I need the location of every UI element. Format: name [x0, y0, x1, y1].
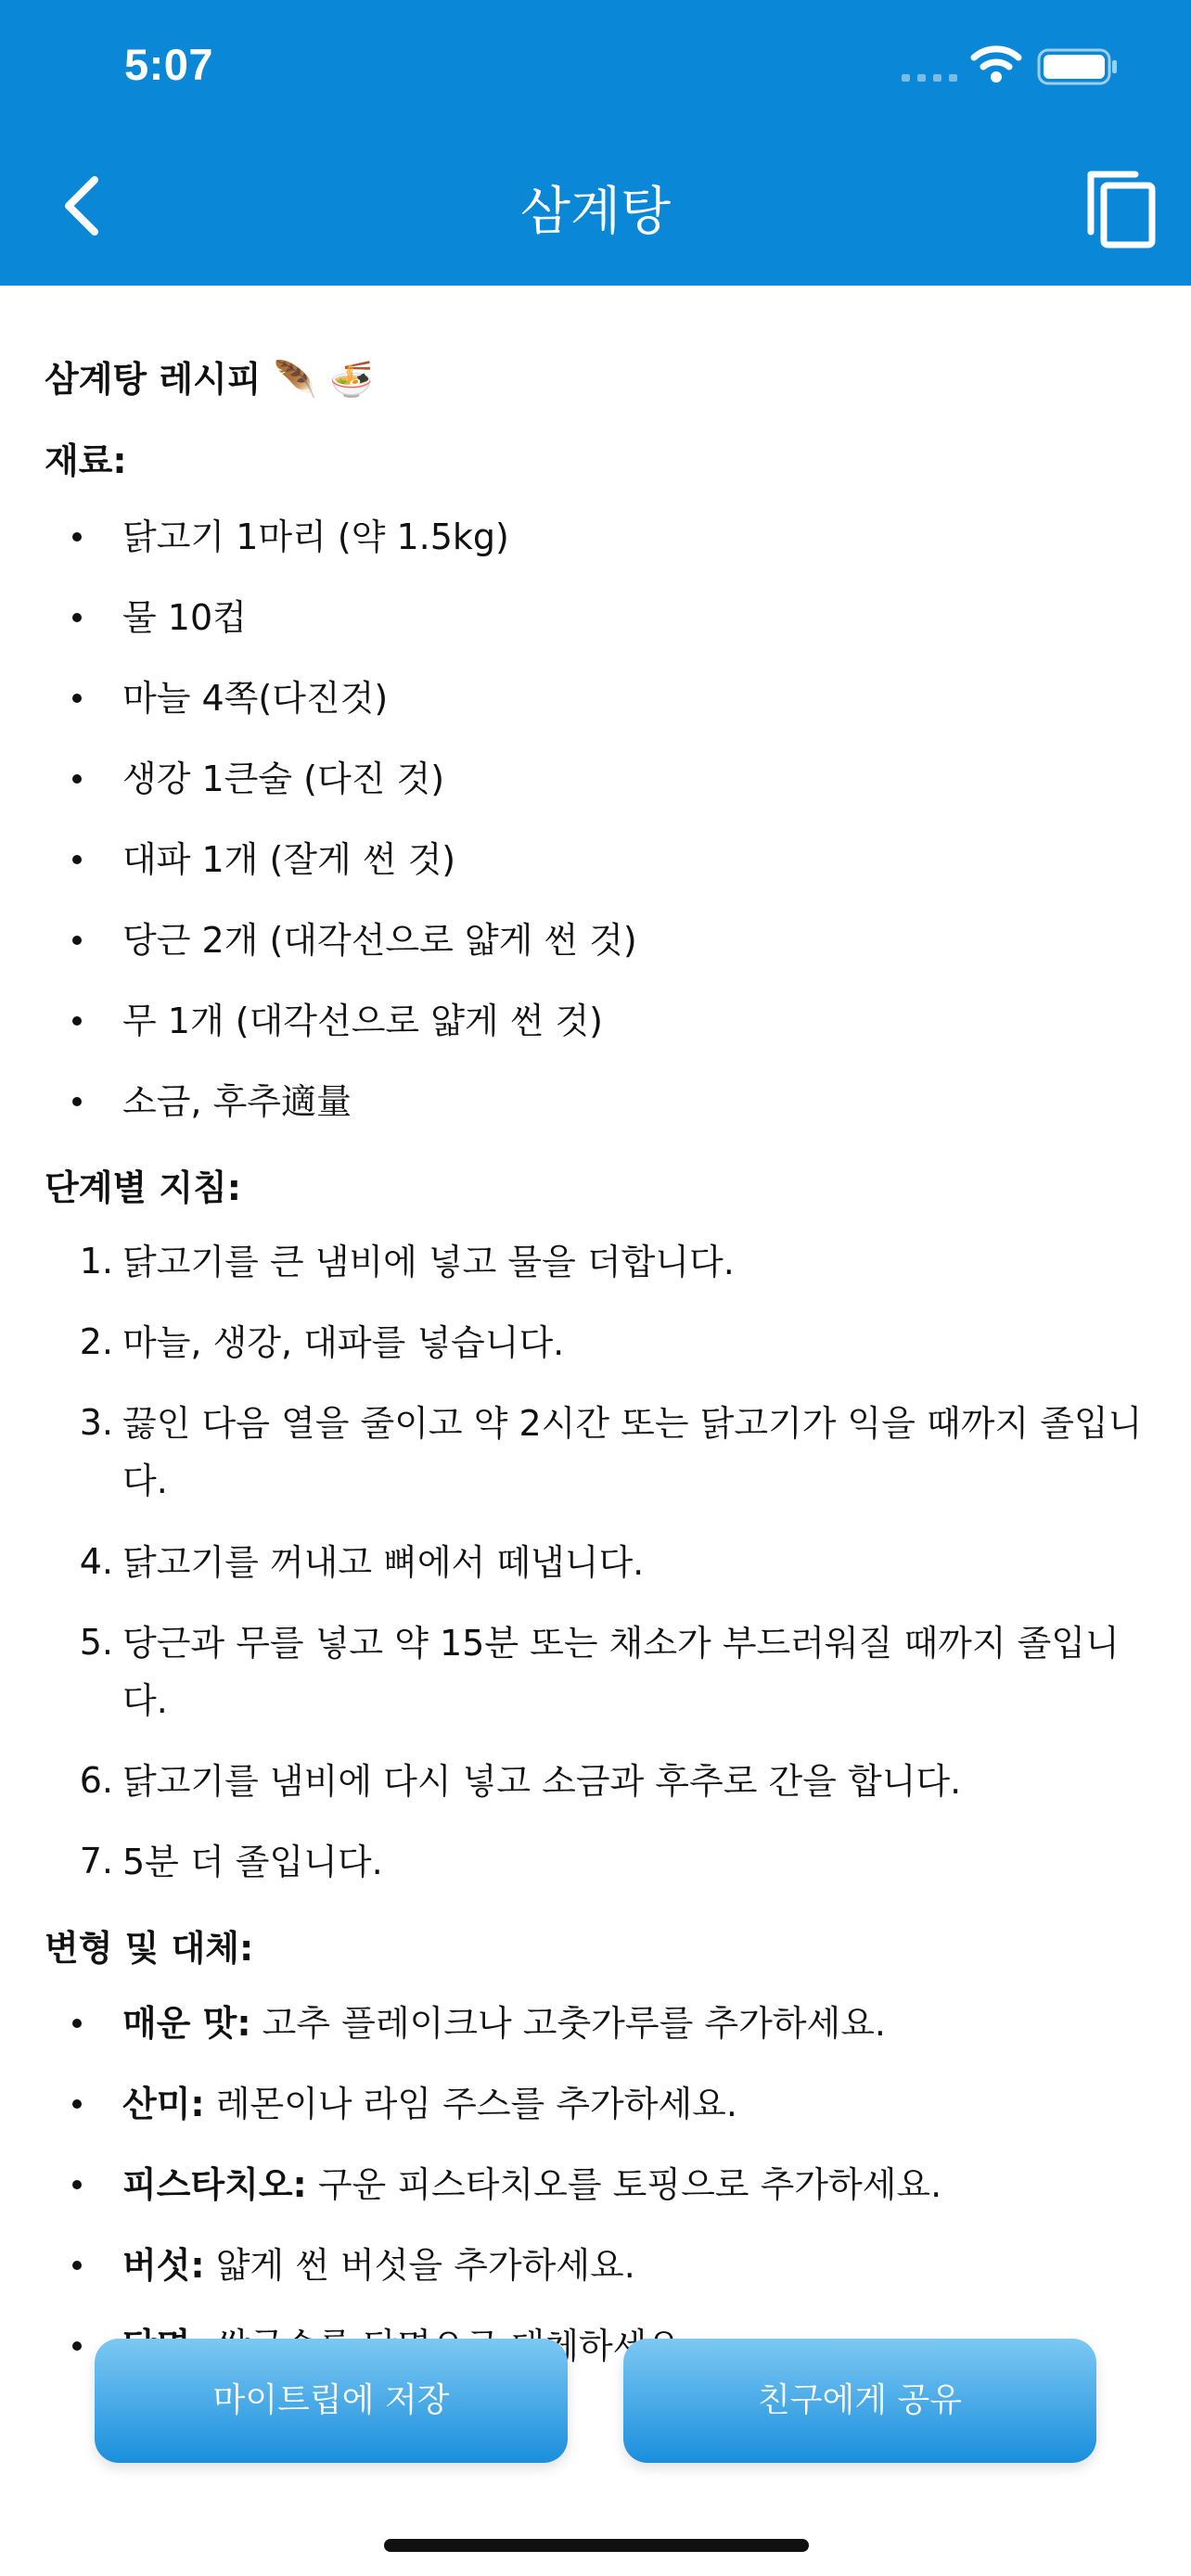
step-number: 4. [79, 1541, 113, 1582]
share-with-friend-button[interactable]: 친구에게 공유 [623, 2339, 1096, 2463]
battery-icon [1037, 48, 1119, 85]
wifi-icon [970, 43, 1022, 83]
bullet [72, 855, 82, 864]
nav-header [0, 0, 1191, 286]
home-indicator[interactable] [384, 2539, 809, 2552]
page-title: 삼계탕 [519, 182, 672, 242]
variations-heading: 변형 및 대체: [45, 1928, 254, 1969]
copy-icon[interactable] [1082, 167, 1159, 250]
step-number: 1. [79, 1241, 113, 1282]
bullet [72, 2341, 82, 2351]
bullet [72, 694, 82, 703]
bullet [72, 613, 82, 622]
bullet [72, 2261, 82, 2270]
bullet [72, 2180, 82, 2189]
step-number: 2. [79, 1321, 113, 1362]
step-number: 7. [79, 1841, 113, 1881]
bullet [72, 532, 82, 542]
bullet [72, 936, 82, 945]
bullet [72, 1097, 82, 1106]
save-to-mytrip-button[interactable]: 마이트립에 저장 [95, 2339, 568, 2463]
step-number: 3. [79, 1402, 113, 1443]
ingredients-heading: 재료: [45, 440, 127, 481]
back-button[interactable] [48, 169, 113, 243]
cellular-signal-icon [902, 72, 959, 83]
steps-heading: 단계별 지침: [45, 1167, 241, 1208]
recipe-content: 삼계탕 레시피 🪶 🍜 재료: 닭고기 1마리 (약 1.5kg) 물 10컵 마늘 4쪽(다진것) 생강 1큰술 (다진 것) 대파 1개 (잘게 썬 것) 당근 2개 (대각선으로 얇게 썬 것) 무 1개 (대각선으로 얇게 썬 것) 소금, 후추適量 단계별 지침: 1. 닭고기를 큰 냄비에 넣고 물을 더합니다. 2. 마늘, 생강, 대파를 넣습니다. 3. 끓인 다음 열을 줄이고 약 2시간 또는 닭고기가 익을 때까지 졸입니다. 4. 닭고기를 꺼내고 뼈에서 떼냅니다. 5. 당근과 무를 넣고 약 15분 또는 채소가 부드러워질 때까지 졸입니다. 6. 닭고기를 냄비에 다시 넣고 소금과 후추로 간을 합니다. 7. 5분 더 졸입니다. 변형 및 대체: 매운 맛: 고추 플레이크나 고춧가루를 추가하세요. 산미: 레몬이나 라임 주스를 추가하세요. 피스타치오: 구운 피스타치오를 토핑으로 추가하세요. 버섯: 얇게 썬 버섯을 추가하세요. 대체하세요. [0, 286, 1191, 2576]
step-number: 5. [79, 1622, 113, 1663]
bullet [72, 1016, 82, 1026]
status-time: 5:07 [124, 40, 214, 89]
step-number: 6. [79, 1760, 113, 1801]
bullet [72, 2019, 82, 2028]
bullet [72, 774, 82, 784]
recipe-title: 삼계탕 레시피 🪶 🍜 [45, 359, 374, 400]
bullet [72, 2099, 82, 2109]
